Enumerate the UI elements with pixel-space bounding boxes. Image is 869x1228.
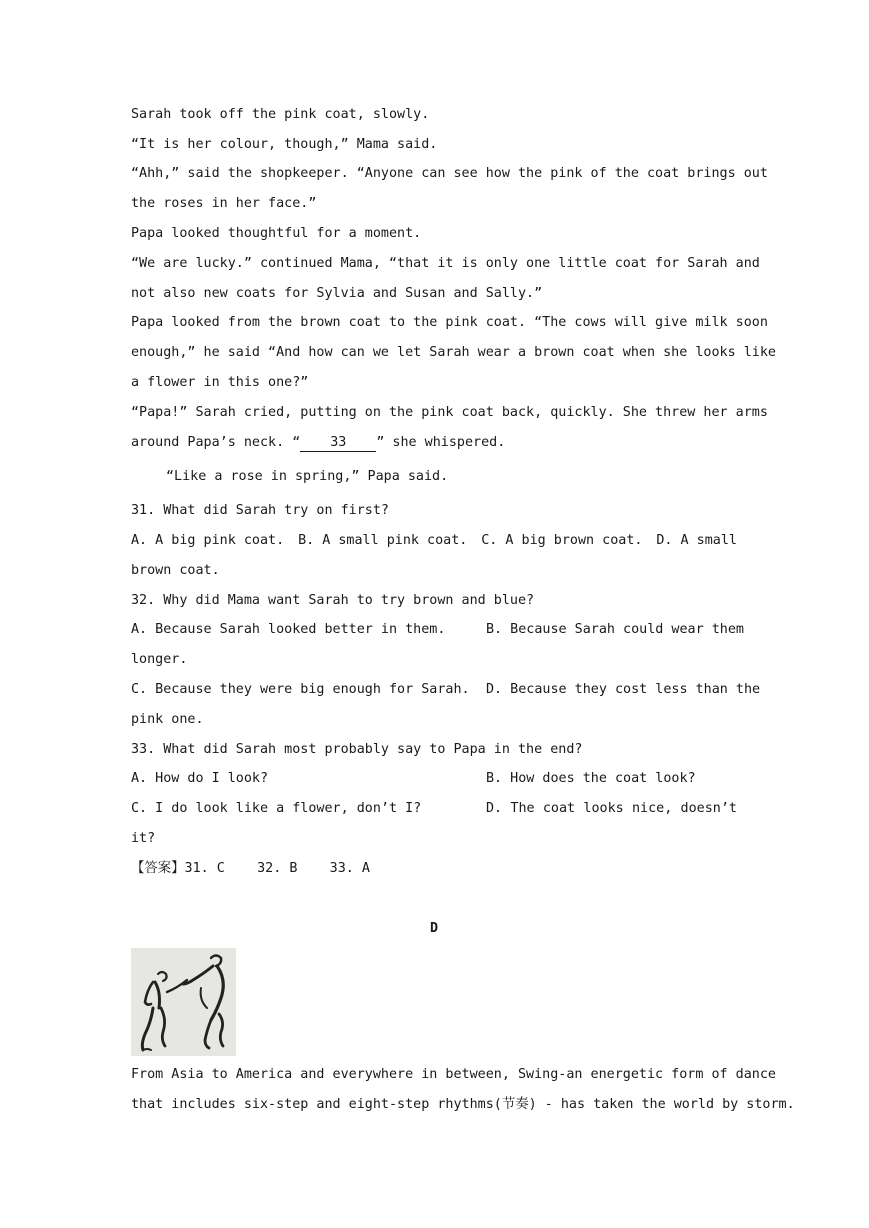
option-b: B. A small pink coat. [298,533,468,548]
section-heading: D [429,921,439,936]
question-33: 33. What did Sarah most probably say to Papa in the end? [131,742,583,757]
question-31: 31. What did Sarah try on first? [131,503,389,518]
story-line: the roses in her face.” [131,196,317,211]
option-d: D. Because they cost less than the [486,682,761,697]
option-b: B. How does the coat look? [486,771,696,786]
option-a: A. How do I look? [131,771,269,786]
story-line: not also new coats for Sylvia and Susan and Sally.” [131,286,543,301]
option-c: C. Because they were big enough for Sarah. [131,682,470,697]
option-d-continued: it? [131,831,156,846]
story-line: “We are lucky.” continued Mama, “that it is only one little coat for Sarah and [131,256,760,271]
option-a: A. Because Sarah looked better in them. [131,622,446,637]
option-d-continued: pink one. [131,712,204,727]
question-31-options [131,531,737,551]
option-b-continued: longer. [131,652,188,667]
option-d: D. The coat looks nice, doesn’t [486,801,737,816]
question-32: 32. Why did Mama want Sarah to try brown and blue? [131,593,535,608]
story-line: a flower in this one?” [131,375,309,390]
option-c: C. A big brown coat. [481,533,643,548]
option-b: B. Because Sarah could wear them [486,622,744,637]
story-line: “It is her colour, though,” Mama said. [131,137,438,152]
option-d: D. A small [656,533,737,548]
story-line: Papa looked from the brown coat to the pink coat. “The cows will give milk soon [131,315,768,330]
section-paragraph-line: From Asia to America and everywhere in between, Swing-an energetic form of dance [131,1067,776,1082]
swing-dance-image [131,948,236,1056]
story-line: “Like a rose in spring,” Papa said. [166,469,449,484]
answer-blank: 33 [300,435,376,452]
dancers-sketch-icon [131,948,236,1056]
story-line-with-blank [131,433,737,453]
option-d-continued: brown coat. [131,563,220,578]
answer-key: 【答案】31. C 32. B 33. A [131,861,370,876]
story-text: around Papa’s neck. “ [131,435,301,450]
story-line: “Ahh,” said the shopkeeper. “Anyone can see how the pink of the coat brings out [131,166,768,181]
story-line: enough,” he said “And how can we let Sarah wear a brown coat when she looks like [131,345,776,360]
section-paragraph-line: that includes six-step and eight-step rhythms(节奏) - has taken the world by storm. [131,1097,795,1112]
option-c: C. I do look like a flower, don’t I? [131,801,422,816]
story-line: Papa looked thoughtful for a moment. [131,226,422,241]
story-line: “Papa!” Sarah cried, putting on the pink coat back, quickly. She threw her arms [131,405,768,420]
option-a: A. A big pink coat. [131,533,285,548]
story-text: ” she whispered. [376,435,506,450]
story-line: Sarah took off the pink coat, slowly. [131,107,430,122]
